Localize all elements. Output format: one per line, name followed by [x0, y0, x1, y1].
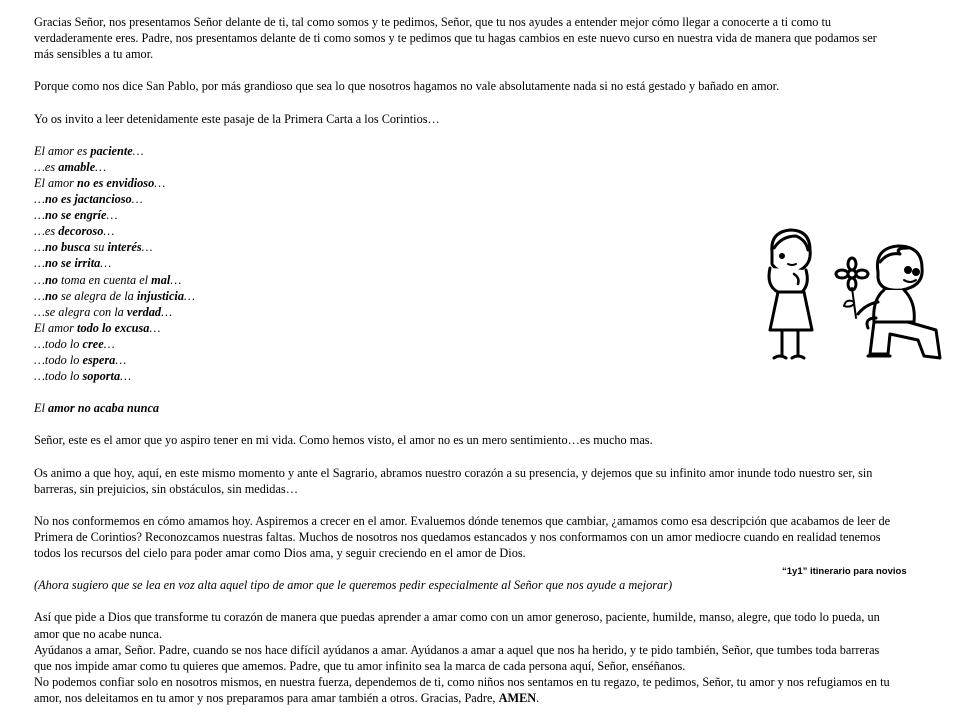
- paragraph-prayer-2: Ayúdanos a amar, Señor. Padre, cuando se nos hace difícil ayúdanos a amar. Ayúdanos a amar a aquel que nos ha herido, y te pido también, Señor, que tumbes toda barreras que nos impide amar como tu quieres que amemos. Padre, que tu amor infinito sea la marca de cada persona aquí, Señor, enséñanos.: [34, 642, 880, 673]
- paragraph-prayer-3: No podemos confiar solo en nosotros mismos, en nuestra fuerza, dependemos de ti, como niños nos sentamos en tu regazo, te pedimos, Señor, tu amor y nos refugiamos en tu amor, nos deleitamos en tu amor y nos preparamos para amar también a otros. Gracias, Padre, AMEN.: [34, 674, 890, 705]
- paragraph-aspiration: Señor, este es el amor que yo aspiro tener en mi vida. Como hemos visto, el amor no es un mero sentimiento…es mucho mas.: [34, 433, 653, 448]
- paragraph-encouragement: Os animo a que hoy, aquí, en este mismo momento y ante el Sagrario, abramos nuestro corazón a su presencia, y dejemos que su infinito amor inunde todo nuestro ser, sin barreras, sin prejuicios, sin obstáculos, sin medidas…: [34, 465, 873, 496]
- paragraph-invitation: Yo os invito a leer detenidamente este pasaje de la Primera Carta a los Corintios…: [34, 111, 440, 126]
- verse-line: El amor es paciente…: [34, 143, 144, 158]
- paragraph-suggestion: (Ahora sugiero que se lea en voz alta aquel tipo de amor que le queremos pedir especialmente al Señor que nos ayude a mejorar): [34, 578, 673, 593]
- verse-line: …es decoroso…: [34, 224, 115, 239]
- verse-final: El amor no acaba nunca: [34, 401, 160, 416]
- girl-figure: [769, 230, 812, 358]
- verse-line: El amor todo lo excusa…: [34, 320, 161, 335]
- couple-flower-illustration: [748, 222, 948, 372]
- verse-line: …no se irrita…: [34, 256, 112, 271]
- amen-text: AMEN: [498, 690, 537, 705]
- intro-paragraph: Gracias Señor, nos presentamos Señor delante de ti, tal como somos y te pedimos, Señor, que tu nos ayudes a entender mejor cómo llegar a conocerte a ti como tu verdaderamente eres. Padre, nos presentamos delante de ti como somos y te pedimos que tu hagas cambios en este nuevo curso en nuestra vida de manera que podamos ser más sensibles a tu amor.: [34, 15, 877, 62]
- verse-line: …no se engríe…: [34, 208, 118, 223]
- verse-line: …es amable…: [34, 159, 107, 174]
- verse-line: …se alegra con la verdad…: [34, 304, 172, 319]
- verse-line: …todo lo espera…: [34, 352, 127, 367]
- paragraph-san-pablo: Porque como nos dice San Pablo, por más grandioso que sea lo que nosotros hagamos no vale absolutamente nada si no está gestado y bañado en amor.: [34, 79, 780, 94]
- verse-line: …no toma en cuenta el mal…: [34, 272, 182, 287]
- verse-line: El amor no es envidioso…: [34, 175, 166, 190]
- paragraph-prayer-1: Así que pide a Dios que transforme tu corazón de manera que puedas aprender a amar como con un amor generoso, paciente, humilde, manso, alegre, que todo lo pueda, un amor que no acabe nunca.: [34, 610, 880, 641]
- verse-line: …no es jactancioso…: [34, 192, 143, 207]
- paragraph-growth: No nos conformemos en cómo amamos hoy. Aspiremos a crecer en el amor. Evaluemos dónde tenemos que cambiar, ¿amamos como esa descripción que acabamos de leer de Primera de Corintios? Reconozcamos nuestras faltas. Muchos de nosotros nos quedamos estancados y nos conformamos con un amor mediocre cuando en realidad tenemos todos los recursos del cielo para poder amar como Dios ama, y seguir creciendo en el amor de Dios.: [34, 513, 891, 561]
- boy-figure: [858, 246, 940, 358]
- footer-tag: “1y1” itinerario para novios: [782, 566, 907, 577]
- verse-line: …no se alegra de la injusticia…: [34, 288, 195, 303]
- verse-line: …no busca su interés…: [34, 240, 153, 255]
- verse-line: …todo lo soporta…: [34, 369, 132, 384]
- verse-line: …todo lo cree…: [34, 336, 115, 351]
